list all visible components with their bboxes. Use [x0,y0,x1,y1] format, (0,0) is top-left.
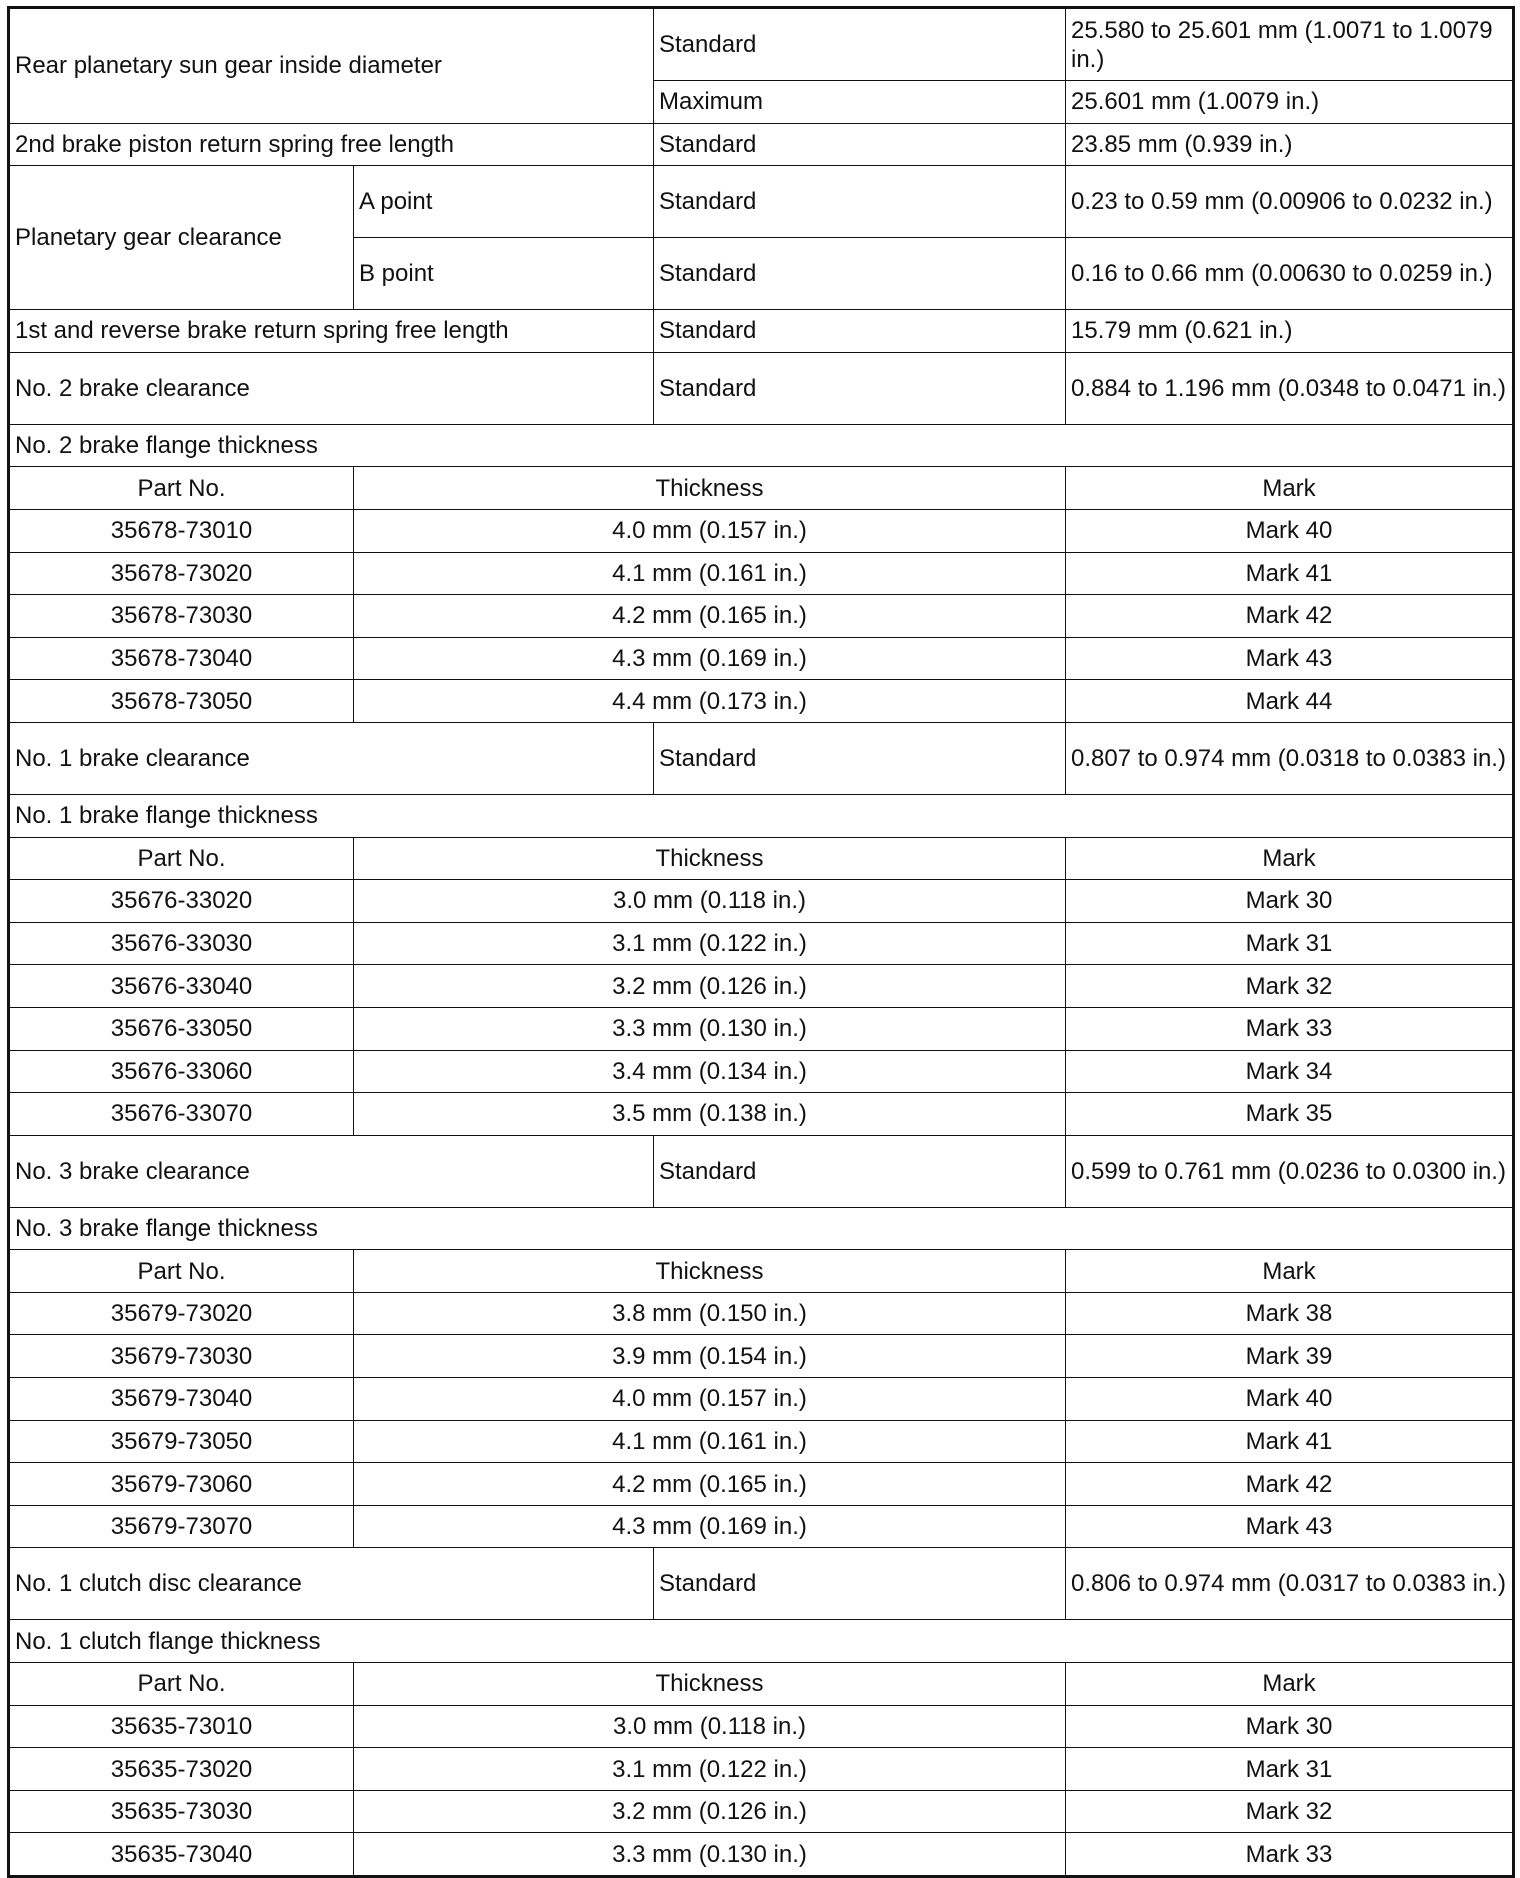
table-row [9,1463,1514,1506]
flange-section-title-row [9,1620,1514,1663]
spec-value: 25.580 to 25.601 mm (1.0071 to 1.0079 in.) [1066,8,1514,81]
spec-type: Standard [654,123,1066,166]
part-number-cell: 35679-73070 [9,1505,354,1548]
table-row [9,1790,1514,1833]
spec-value: 0.16 to 0.66 mm (0.00630 to 0.0259 in.) [1066,238,1514,310]
thickness-cell: 3.2 mm (0.126 in.) [354,965,1066,1008]
spec-label: Rear planetary sun gear inside diameter [9,8,654,124]
thickness-cell: 4.0 mm (0.157 in.) [354,1378,1066,1421]
thickness-cell: 4.2 mm (0.165 in.) [354,595,1066,638]
column-header-thickness: Thickness [354,837,1066,880]
flange-section-title-row [9,794,1514,837]
mark-cell: Mark 41 [1066,552,1514,595]
part-number-cell: 35635-73040 [9,1833,354,1877]
mark-cell: Mark 38 [1066,1292,1514,1335]
thickness-cell: 4.3 mm (0.169 in.) [354,637,1066,680]
table-row [9,1007,1514,1050]
spec-label: 1st and reverse brake return spring free length [9,310,654,353]
mark-cell: Mark 33 [1066,1007,1514,1050]
table-row [9,1748,1514,1791]
flange-rows [9,1292,1514,1548]
table-row [9,1050,1514,1093]
flange-section-title: No. 1 clutch flange thickness [9,1620,1514,1663]
spec-row-no2-brake-clearance [9,352,1514,424]
part-number-cell: 35678-73010 [9,509,354,552]
spec-label: No. 2 brake clearance [9,352,654,424]
thickness-cell: 3.5 mm (0.138 in.) [354,1093,1066,1136]
part-number-cell: 35678-73030 [9,595,354,638]
table-row [9,1335,1514,1378]
table-row [9,680,1514,723]
part-number-cell: 35635-73020 [9,1748,354,1791]
part-number-cell: 35678-73040 [9,637,354,680]
thickness-cell: 3.3 mm (0.130 in.) [354,1833,1066,1877]
part-number-cell: 35676-33060 [9,1050,354,1093]
flange-section-title-row [9,424,1514,467]
mark-cell: Mark 44 [1066,680,1514,723]
table-row [9,1378,1514,1421]
spec-label: 2nd brake piston return spring free length [9,123,654,166]
spec-type: Standard [654,1135,1066,1207]
spec-type: Standard [654,1548,1066,1620]
mark-cell: Mark 32 [1066,965,1514,1008]
mark-cell: Mark 43 [1066,637,1514,680]
flange-rows [9,880,1514,1136]
mark-cell: Mark 30 [1066,880,1514,923]
spec-row-rear-sun-gear-standard [9,8,1514,81]
flange-section-title-row [9,1207,1514,1250]
mark-cell: Mark 31 [1066,922,1514,965]
flange-table-no1-clutch [9,1620,1514,1705]
spec-type: Standard [654,238,1066,310]
table-row [9,880,1514,923]
spec-row-no1-clutch-clearance [9,1548,1514,1620]
flange-header-row [9,467,1514,510]
part-number-cell: 35635-73010 [9,1705,354,1748]
thickness-cell: 4.4 mm (0.173 in.) [354,680,1066,723]
spec-value: 0.599 to 0.761 mm (0.0236 to 0.0300 in.) [1066,1135,1514,1207]
table-row [9,1505,1514,1548]
table-row [9,1833,1514,1877]
mark-cell: Mark 35 [1066,1093,1514,1136]
part-number-cell: 35676-33050 [9,1007,354,1050]
spec-subpoint: A point [354,166,654,238]
thickness-cell: 3.0 mm (0.118 in.) [354,880,1066,923]
table-row [9,965,1514,1008]
spec-label: No. 3 brake clearance [9,1135,654,1207]
spec-label: No. 1 brake clearance [9,722,654,794]
table-row [9,1292,1514,1335]
column-header-part-no: Part No. [9,467,354,510]
table-row [9,1093,1514,1136]
column-header-part-no: Part No. [9,1663,354,1706]
table-row [9,595,1514,638]
table-row [9,922,1514,965]
spec-label: No. 1 clutch disc clearance [9,1548,654,1620]
mark-cell: Mark 31 [1066,1748,1514,1791]
mark-cell: Mark 32 [1066,1790,1514,1833]
thickness-cell: 3.1 mm (0.122 in.) [354,922,1066,965]
part-number-cell: 35678-73020 [9,552,354,595]
spec-type: Standard [654,166,1066,238]
thickness-cell: 4.2 mm (0.165 in.) [354,1463,1066,1506]
spec-value: 0.807 to 0.974 mm (0.0318 to 0.0383 in.) [1066,722,1514,794]
thickness-cell: 4.1 mm (0.161 in.) [354,1420,1066,1463]
part-number-cell: 35676-33070 [9,1093,354,1136]
thickness-cell: 3.1 mm (0.122 in.) [354,1748,1066,1791]
spec-value: 0.806 to 0.974 mm (0.0317 to 0.0383 in.) [1066,1548,1514,1620]
column-header-mark: Mark [1066,467,1514,510]
part-number-cell: 35679-73060 [9,1463,354,1506]
flange-section-title: No. 2 brake flange thickness [9,424,1514,467]
mark-cell: Mark 40 [1066,1378,1514,1421]
flange-table-no2-brake [9,424,1514,509]
spec-row-second-brake-spring [9,123,1514,166]
spec-value: 23.85 mm (0.939 in.) [1066,123,1514,166]
spec-value: 0.23 to 0.59 mm (0.00906 to 0.0232 in.) [1066,166,1514,238]
mark-cell: Mark 42 [1066,1463,1514,1506]
spec-type: Standard [654,8,1066,81]
part-number-cell: 35679-73040 [9,1378,354,1421]
spec-type: Standard [654,722,1066,794]
mark-cell: Mark 42 [1066,595,1514,638]
thickness-cell: 3.4 mm (0.134 in.) [354,1050,1066,1093]
table-row [9,1705,1514,1748]
thickness-cell: 4.3 mm (0.169 in.) [354,1505,1066,1548]
flange-rows [9,1705,1514,1876]
mark-cell: Mark 39 [1066,1335,1514,1378]
spec-type: Maximum [654,81,1066,124]
spec-subpoint: B point [354,238,654,310]
table-row [9,1420,1514,1463]
spec-row-no3-brake-clearance [9,1135,1514,1207]
thickness-cell: 4.1 mm (0.161 in.) [354,552,1066,595]
spec-table [7,6,1515,1878]
thickness-cell: 3.0 mm (0.118 in.) [354,1705,1066,1748]
mark-cell: Mark 40 [1066,509,1514,552]
spec-type: Standard [654,352,1066,424]
column-header-part-no: Part No. [9,837,354,880]
part-number-cell: 35678-73050 [9,680,354,723]
flange-table-no1-brake [9,794,1514,879]
column-header-mark: Mark [1066,1250,1514,1293]
flange-section-title: No. 1 brake flange thickness [9,794,1514,837]
column-header-thickness: Thickness [354,467,1066,510]
column-header-mark: Mark [1066,1663,1514,1706]
thickness-cell: 3.8 mm (0.150 in.) [354,1292,1066,1335]
column-header-thickness: Thickness [354,1663,1066,1706]
thickness-cell: 4.0 mm (0.157 in.) [354,509,1066,552]
table-row [9,509,1514,552]
column-header-mark: Mark [1066,837,1514,880]
spec-label: Planetary gear clearance [9,166,354,310]
flange-header-row [9,1663,1514,1706]
part-number-cell: 35676-33030 [9,922,354,965]
spec-row-planetary-a [9,166,1514,238]
flange-section-title: No. 3 brake flange thickness [9,1207,1514,1250]
table-row [9,637,1514,680]
mark-cell: Mark 41 [1066,1420,1514,1463]
spec-type: Standard [654,310,1066,353]
flange-header-row [9,1250,1514,1293]
column-header-part-no: Part No. [9,1250,354,1293]
spec-value: 0.884 to 1.196 mm (0.0348 to 0.0471 in.) [1066,352,1514,424]
spec-value: 25.601 mm (1.0079 in.) [1066,81,1514,124]
flange-table-no3-brake [9,1207,1514,1292]
part-number-cell: 35635-73030 [9,1790,354,1833]
spec-row-reverse-brake-spring [9,310,1514,353]
part-number-cell: 35676-33040 [9,965,354,1008]
part-number-cell: 35679-73020 [9,1292,354,1335]
part-number-cell: 35679-73030 [9,1335,354,1378]
spec-value: 15.79 mm (0.621 in.) [1066,310,1514,353]
thickness-cell: 3.3 mm (0.130 in.) [354,1007,1066,1050]
flange-header-row [9,837,1514,880]
part-number-cell: 35679-73050 [9,1420,354,1463]
flange-rows [9,509,1514,722]
thickness-cell: 3.2 mm (0.126 in.) [354,1790,1066,1833]
spec-row-no1-brake-clearance [9,722,1514,794]
mark-cell: Mark 34 [1066,1050,1514,1093]
mark-cell: Mark 33 [1066,1833,1514,1877]
mark-cell: Mark 30 [1066,1705,1514,1748]
mark-cell: Mark 43 [1066,1505,1514,1548]
column-header-thickness: Thickness [354,1250,1066,1293]
part-number-cell: 35676-33020 [9,880,354,923]
table-row [9,552,1514,595]
thickness-cell: 3.9 mm (0.154 in.) [354,1335,1066,1378]
